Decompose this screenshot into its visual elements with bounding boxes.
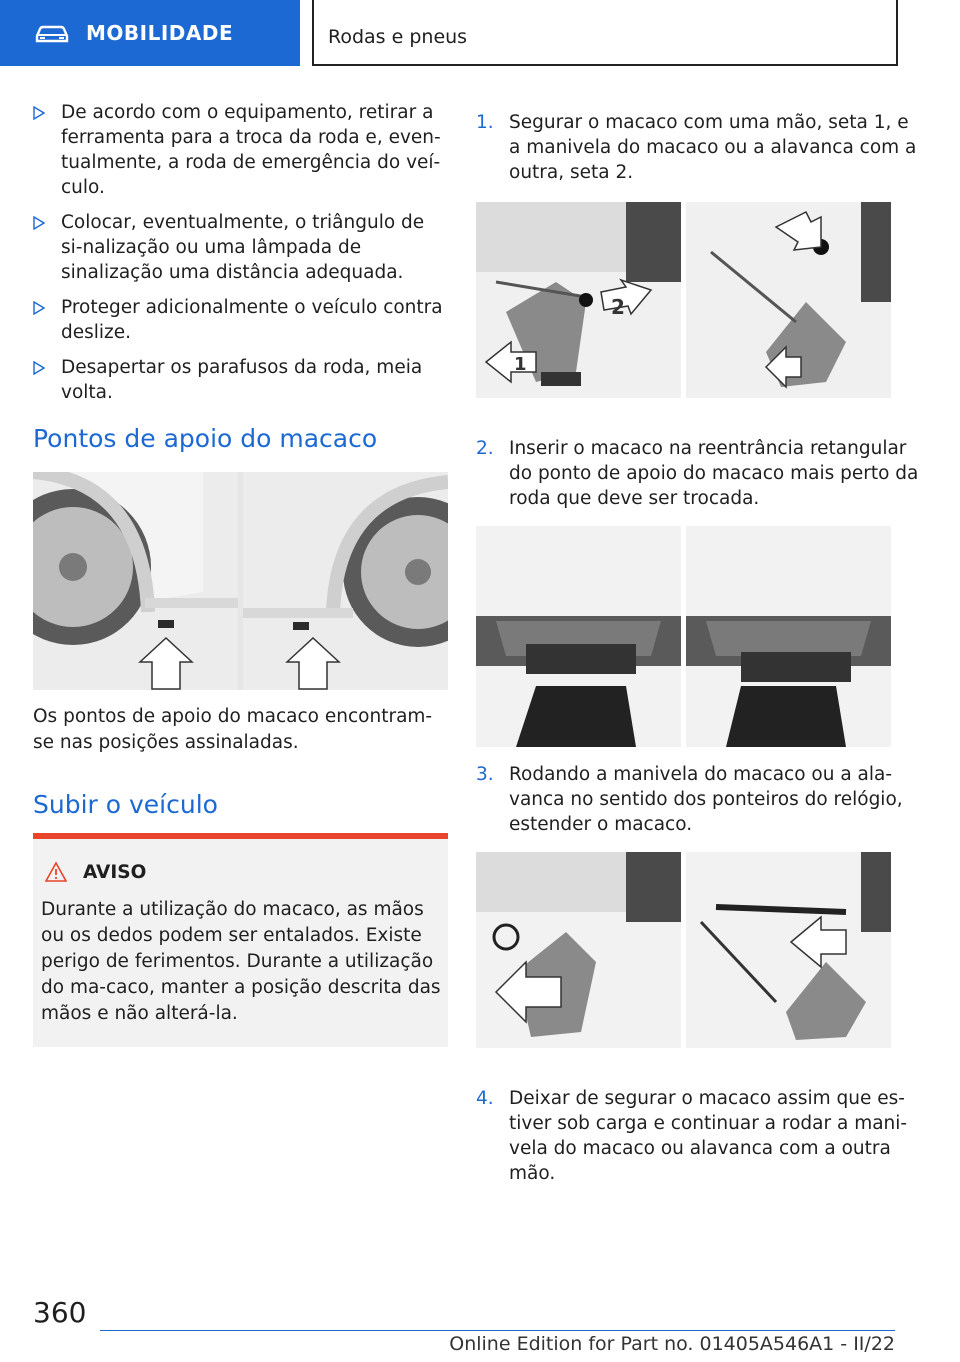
bullet-text: De acordo com o equipamento, retirar a ferramenta para a troca da roda e, even-tualmente, a roda de emergência do veí-culo.: [61, 102, 441, 198]
bullet-list: [33, 100, 448, 415]
warning-title: AVISO: [83, 861, 147, 883]
step-number: 1.: [476, 112, 494, 133]
bullet-text: Desapertar os parafusos da roda, meia volta.: [61, 357, 423, 403]
warning-box: [33, 833, 448, 1047]
warning-triangle-icon: [45, 861, 67, 883]
step-1: [476, 110, 925, 185]
car-icon: [34, 22, 70, 44]
jack-insert-illustration: [476, 526, 891, 747]
bullet-text: Colocar, eventualmente, o triângulo de si-nalização ou uma lâmpada de sinalização uma distância adequada.: [61, 212, 425, 283]
step-text: Deixar de segurar o macaco assim que es-tiver sob carga e continuar a rodar a mani-vela do macaco ou alavanca com a outra mão.: [509, 1088, 908, 1184]
step-2: [476, 436, 925, 511]
jack-points-paragraph: Os pontos de apoio do macaco encontram-se nas posições assinaladas.: [33, 706, 433, 753]
triangle-bullet-icon: [33, 216, 45, 230]
warning-text: Durante a utilização do macaco, as mãos ou os dedos podem ser entalados. Existe perigo de ferimentos. Durante a utilização do ma-caco, manter a posição descrita das mãos e não alterá-la.: [41, 899, 441, 1024]
arrow-label-1: 1: [514, 354, 527, 375]
footer-divider: [100, 1330, 895, 1331]
chapter-title: Rodas e pneus: [328, 26, 468, 48]
triangle-bullet-icon: [33, 106, 45, 120]
page-header: [0, 0, 960, 66]
jack-points-illustration: [33, 472, 448, 690]
page-number: 360: [33, 1296, 87, 1329]
step-number: 2.: [476, 438, 494, 459]
step-text: Segurar o macaco com uma mão, seta 1, e a manivela do macaco ou a alavanca com a outra, seta 2.: [509, 112, 917, 183]
bullet-item: [33, 355, 448, 405]
jack-extend-illustration: [476, 852, 891, 1048]
footer-edition: Online Edition for Part no. 01405A546A1 - II/22: [449, 1333, 895, 1355]
triangle-bullet-icon: [33, 361, 45, 375]
triangle-bullet-icon: [33, 301, 45, 315]
heading-jack-points: Pontos de apoio do macaco: [33, 424, 378, 453]
chapter-box: [312, 0, 898, 66]
step-number: 3.: [476, 764, 494, 785]
warning-title-row: [45, 861, 146, 883]
step-4: [476, 1086, 925, 1186]
section-title: MOBILIDADE: [86, 21, 234, 45]
bullet-item: [33, 295, 448, 345]
bullet-item: [33, 100, 448, 200]
heading-raise-vehicle: Subir o veículo: [33, 790, 218, 819]
jack-holding-illustration: [476, 202, 891, 398]
step-number: 4.: [476, 1088, 494, 1109]
bullet-text: Proteger adicionalmente o veículo contra deslize.: [61, 297, 443, 343]
step-text: Rodando a manivela do macaco ou a ala-vanca no sentido dos ponteiros do relógio, estender o macaco.: [509, 764, 903, 835]
bullet-item: [33, 210, 448, 285]
step-text: Inserir o macaco na reentrância retangular do ponto de apoio do macaco mais perto da roda que deve ser trocada.: [509, 438, 919, 509]
step-3: [476, 762, 925, 837]
arrow-label-2: 2: [611, 295, 625, 319]
section-tab[interactable]: [0, 0, 300, 66]
